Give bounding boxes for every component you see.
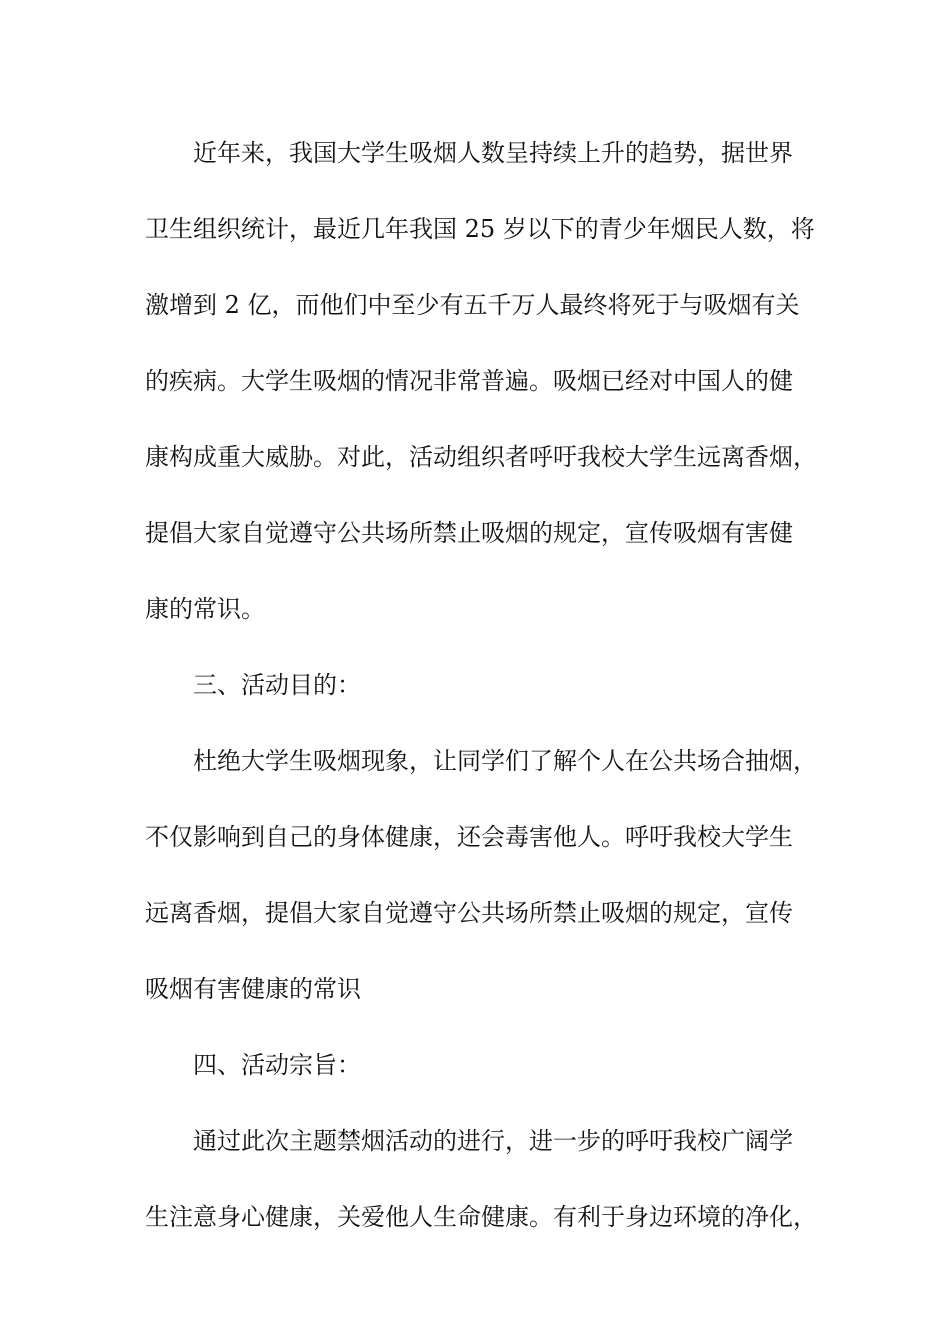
paragraph-background bbox=[145, 133, 835, 665]
document-page bbox=[145, 133, 835, 1273]
section-heading-aim: 四、活动宗旨： bbox=[193, 1051, 361, 1079]
text-line: 提倡大家自觉遵守公共场所禁止吸烟的规定，宣传吸烟有害健 bbox=[145, 519, 793, 547]
text-line: 的疾病。大学生吸烟的情况非常普遍。吸烟已经对中国人的健 bbox=[145, 367, 793, 395]
text-line: 康构成重大威胁。对此，活动组织者呼吁我校大学生远离香烟， bbox=[145, 443, 817, 471]
text-line: 不仅影响到自己的身体健康，还会毒害他人。呼吁我校大学生 bbox=[145, 823, 793, 851]
text-line: 通过此次主题禁烟活动的进行，进一步的呼吁我校广阔学 bbox=[193, 1127, 793, 1155]
text-line: 杜绝大学生吸烟现象，让同学们了解个人在公共场合抽烟， bbox=[193, 747, 817, 775]
text-line: 康的常识。 bbox=[145, 595, 265, 623]
text-line: 近年来，我国大学生吸烟人数呈持续上升的趋势，据世界 bbox=[193, 139, 793, 167]
text-line: 激增到 2 亿，而他们中至少有五千万人最终将死于与吸烟有关 bbox=[145, 291, 800, 319]
paragraph-aim bbox=[145, 1121, 835, 1273]
section-heading-purpose: 三、活动目的： bbox=[193, 671, 361, 699]
text-line: 生注意身心健康，关爱他人生命健康。有利于身边环境的净化， bbox=[145, 1203, 817, 1231]
text-line: 卫生组织统计，最近几年我国 25 岁以下的青少年烟民人数，将 bbox=[145, 215, 815, 243]
paragraph-purpose bbox=[145, 741, 835, 1045]
text-line: 远离香烟，提倡大家自觉遵守公共场所禁止吸烟的规定，宣传 bbox=[145, 899, 793, 927]
text-line: 吸烟有害健康的常识 bbox=[145, 975, 361, 1003]
